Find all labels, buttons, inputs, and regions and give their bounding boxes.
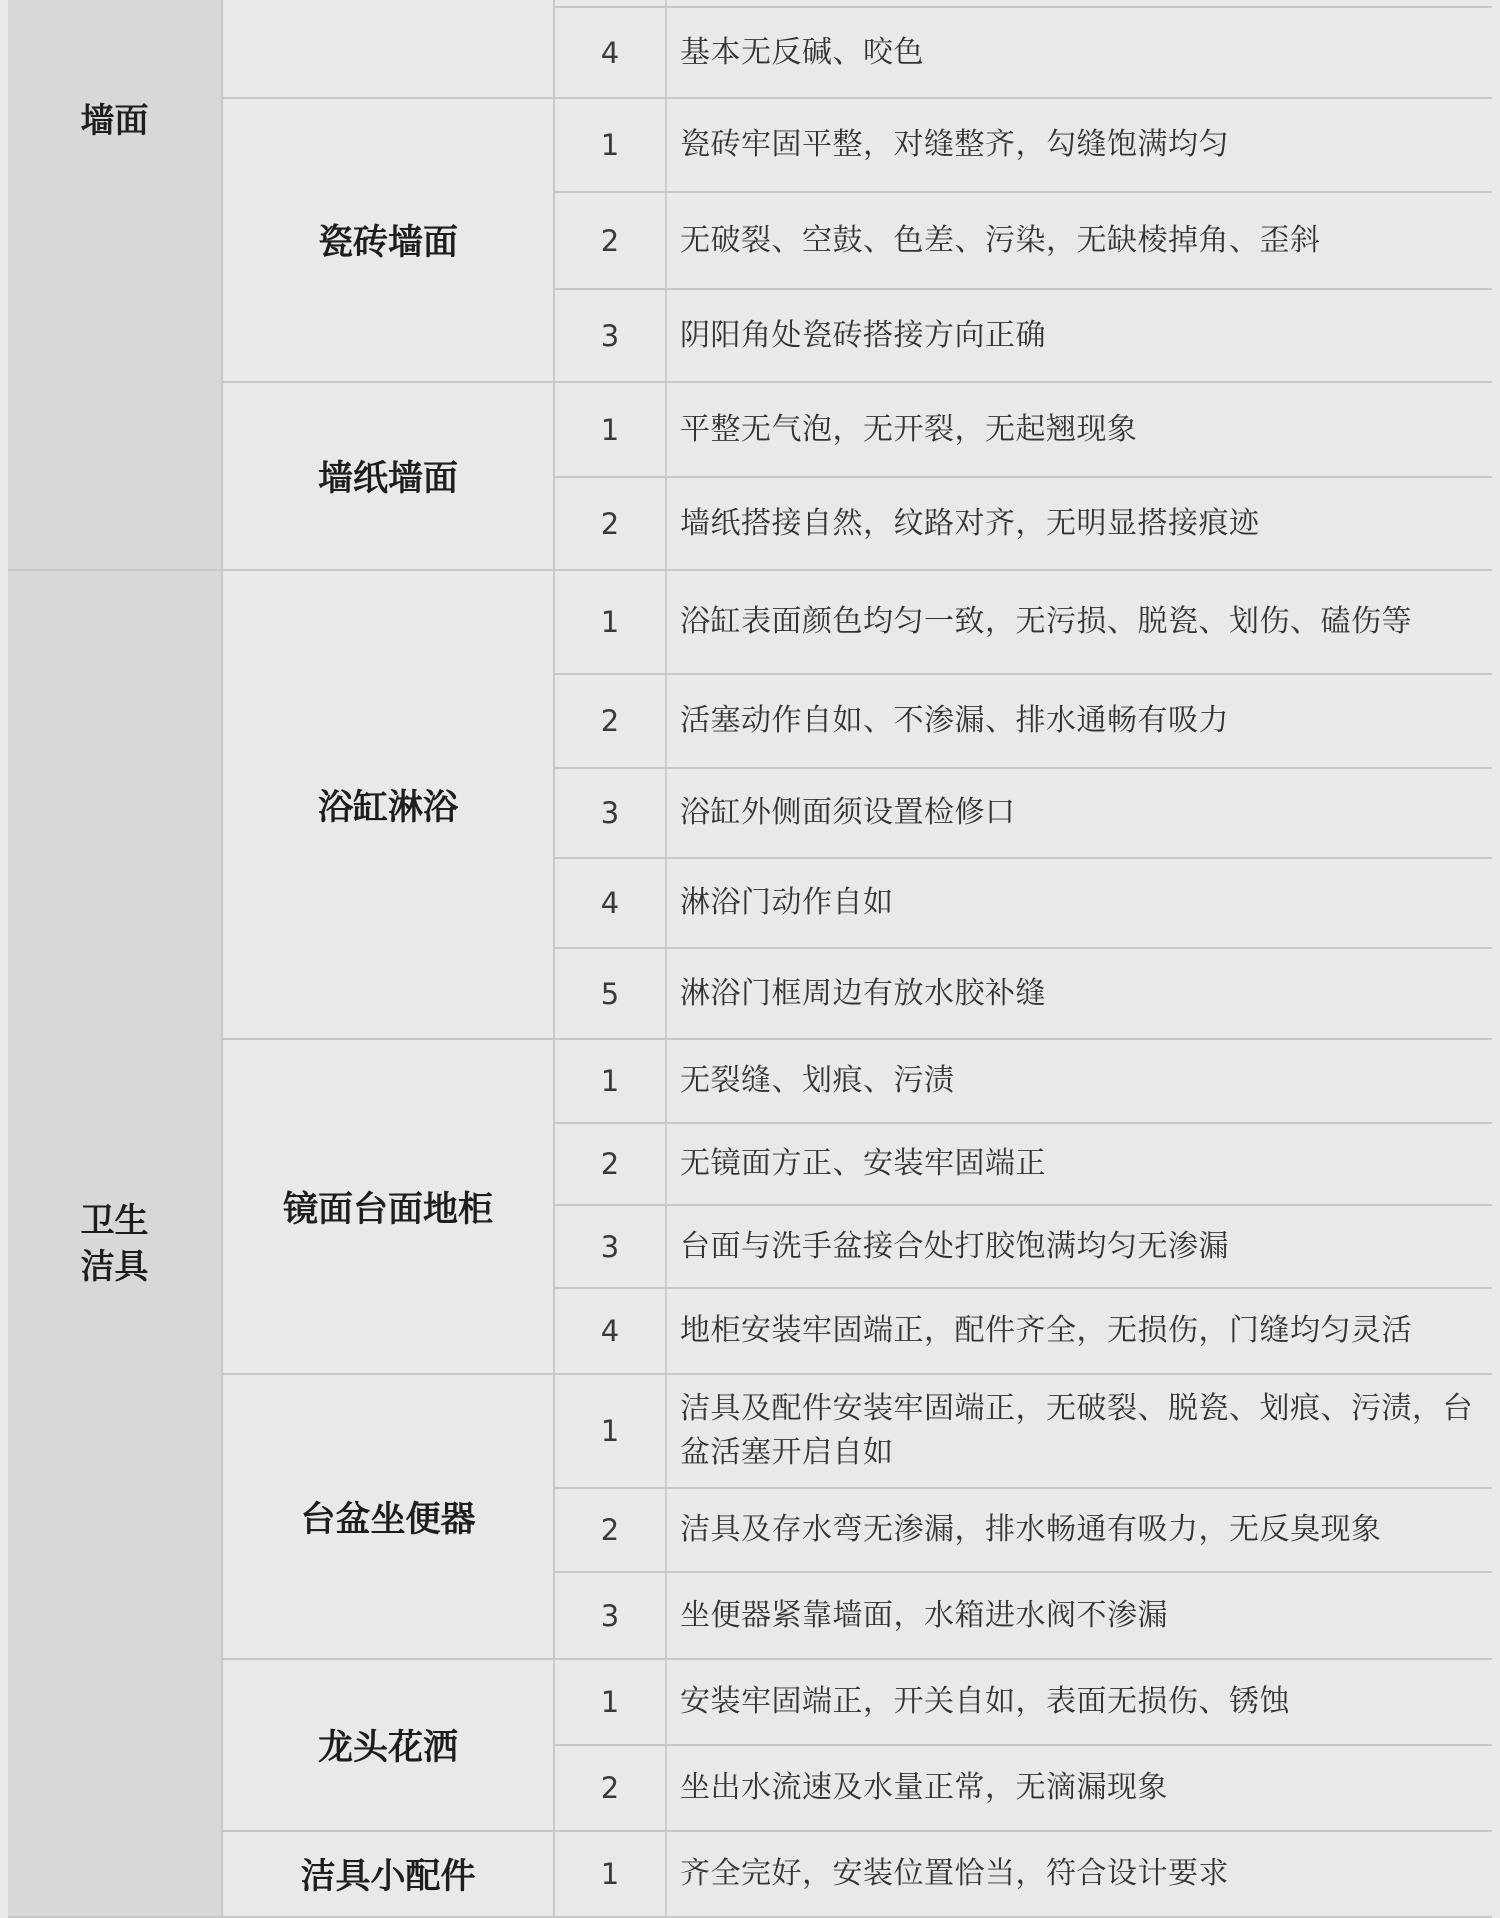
item-description: 台面与洗手盆接合处打胶饱满均匀无渗漏 bbox=[666, 1205, 1492, 1288]
subcategory-cell: 洁具小配件 bbox=[222, 1831, 554, 1917]
item-description: 地柜安装牢固端正，配件齐全，无损伤，门缝均匀灵活 bbox=[666, 1288, 1492, 1374]
item-description bbox=[666, 0, 1492, 7]
subcategory-cell: 浴缸淋浴 bbox=[222, 570, 554, 1039]
item-description: 无破裂、空鼓、色差、污染，无缺棱掉角、歪斜 bbox=[666, 192, 1492, 289]
item-number bbox=[554, 0, 666, 7]
item-description: 洁具及存水弯无渗漏，排水畅通有吸力，无反臭现象 bbox=[666, 1488, 1492, 1572]
item-number: 1 bbox=[554, 98, 666, 192]
item-number: 1 bbox=[554, 1039, 666, 1123]
table-row bbox=[8, 570, 1492, 674]
item-number: 1 bbox=[554, 1831, 666, 1917]
table-row bbox=[8, 1374, 1492, 1488]
item-description: 浴缸表面颜色均匀一致，无污损、脱瓷、划伤、磕伤等 bbox=[666, 570, 1492, 674]
table-row bbox=[8, 382, 1492, 477]
item-description: 浴缸外侧面须设置检修口 bbox=[666, 768, 1492, 858]
item-number: 4 bbox=[554, 7, 666, 98]
item-description: 坐出水流速及水量正常，无滴漏现象 bbox=[666, 1745, 1492, 1831]
item-number: 2 bbox=[554, 192, 666, 289]
item-number: 1 bbox=[554, 1374, 666, 1488]
subcategory-cell: 龙头花洒 bbox=[222, 1659, 554, 1831]
subcategory-cell bbox=[222, 0, 554, 98]
item-description: 齐全完好，安装位置恰当，符合设计要求 bbox=[666, 1831, 1492, 1917]
subcategory-cell: 瓷砖墙面 bbox=[222, 98, 554, 382]
item-number: 2 bbox=[554, 1745, 666, 1831]
item-number: 3 bbox=[554, 289, 666, 382]
item-number: 2 bbox=[554, 477, 666, 570]
table-row bbox=[8, 1831, 1492, 1917]
item-number: 3 bbox=[554, 1205, 666, 1288]
item-description: 坐便器紧靠墙面，水箱进水阀不渗漏 bbox=[666, 1572, 1492, 1659]
item-number: 1 bbox=[554, 1659, 666, 1745]
subcategory-cell: 台盆坐便器 bbox=[222, 1374, 554, 1659]
acceptance-table bbox=[8, 0, 1492, 1918]
item-description: 基本无反碱、咬色 bbox=[666, 7, 1492, 98]
subcategory-cell: 墙纸墙面 bbox=[222, 382, 554, 570]
subcategory-cell: 镜面台面地柜 bbox=[222, 1039, 554, 1374]
item-description: 瓷砖牢固平整，对缝整齐，勾缝饱满均匀 bbox=[666, 98, 1492, 192]
table-row bbox=[8, 1039, 1492, 1123]
item-description: 无镜面方正、安装牢固端正 bbox=[666, 1123, 1492, 1205]
item-number: 3 bbox=[554, 1572, 666, 1659]
item-description: 洁具及配件安装牢固端正，无破裂、脱瓷、划痕、污渍，台盆活塞开启自如 bbox=[666, 1374, 1492, 1488]
item-number: 2 bbox=[554, 1123, 666, 1205]
category-label: 墙面 bbox=[80, 101, 149, 141]
item-number: 5 bbox=[554, 948, 666, 1039]
item-description: 淋浴门动作自如 bbox=[666, 858, 1492, 948]
item-number: 3 bbox=[554, 768, 666, 858]
item-number: 2 bbox=[554, 674, 666, 768]
table-row bbox=[8, 1659, 1492, 1745]
item-number: 4 bbox=[554, 858, 666, 948]
category-cell bbox=[8, 570, 222, 1917]
item-number: 4 bbox=[554, 1288, 666, 1374]
item-description: 淋浴门框周边有放水胶补缝 bbox=[666, 948, 1492, 1039]
category-cell bbox=[8, 0, 222, 570]
item-description: 无裂缝、划痕、污渍 bbox=[666, 1039, 1492, 1123]
table-row bbox=[8, 0, 1492, 7]
item-description: 安装牢固端正，开关自如，表面无损伤、锈蚀 bbox=[666, 1659, 1492, 1745]
item-number: 1 bbox=[554, 570, 666, 674]
item-description: 阴阳角处瓷砖搭接方向正确 bbox=[666, 289, 1492, 382]
item-description: 墙纸搭接自然，纹路对齐，无明显搭接痕迹 bbox=[666, 477, 1492, 570]
category-label-line-2: 洁具 bbox=[80, 1246, 149, 1287]
item-number: 2 bbox=[554, 1488, 666, 1572]
table-row bbox=[8, 98, 1492, 192]
item-description: 平整无气泡，无开裂，无起翘现象 bbox=[666, 382, 1492, 477]
item-description: 活塞动作自如、不渗漏、排水通畅有吸力 bbox=[666, 674, 1492, 768]
category-label-line-1: 卫生 bbox=[80, 1200, 149, 1241]
item-number: 1 bbox=[554, 382, 666, 477]
